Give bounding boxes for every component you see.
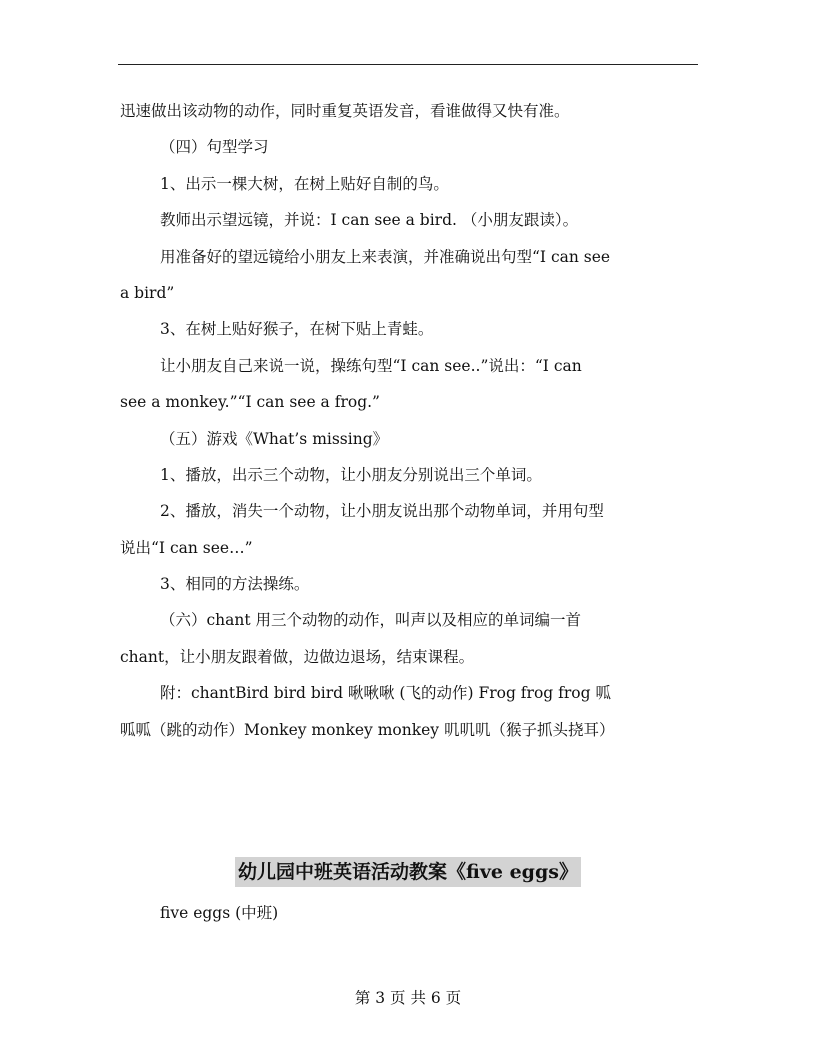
paragraph-line: 说出“I can see…” bbox=[120, 538, 253, 557]
paragraph-line: a bird” bbox=[120, 283, 175, 302]
paragraph-line: 3、在树上贴好猴子，在树下贴上青蛙。 bbox=[160, 320, 434, 339]
paragraph-line: 呱呱（跳的动作）Monkey monkey monkey 叽叽叽（猴子抓头挠耳） bbox=[120, 720, 615, 739]
paragraph-line: see a monkey.”“I can see a frog.” bbox=[120, 393, 380, 412]
paragraph-line: 附：chantBird bird bird 啾啾啾 (飞的动作) Frog frog frog 呱 bbox=[160, 684, 611, 703]
lesson-title bbox=[0, 857, 816, 887]
paragraph-line: 2、播放，消失一个动物，让小朋友说出那个动物单词，并用句型 bbox=[160, 502, 604, 521]
header-rule bbox=[118, 64, 698, 65]
paragraph-line: 用准备好的望远镜给小朋友上来表演，并准确说出句型“I can see bbox=[160, 247, 611, 266]
lesson-title-text: 幼儿园中班英语活动教案《five eggs》 bbox=[235, 857, 581, 887]
lesson-subtitle: five eggs (中班) bbox=[160, 904, 279, 922]
paragraph-line: chant，让小朋友跟着做，边做边退场，结束课程。 bbox=[120, 647, 475, 666]
paragraph-line: 教师出示望远镜，并说：I can see a bird. （小朋友跟读）。 bbox=[160, 211, 579, 230]
section-heading-five: （五）游戏《What’s missing》 bbox=[160, 429, 389, 448]
section-heading-four: （四）句型学习 bbox=[160, 138, 269, 157]
paragraph-line: 3、相同的方法操练。 bbox=[160, 575, 310, 594]
paragraph-line: 迅速做出该动物的动作，同时重复英语发音，看谁做得又快有准。 bbox=[120, 102, 570, 120]
section-heading-six: （六）chant 用三个动物的动作，叫声以及相应的单词编一首 bbox=[160, 611, 582, 630]
paragraph-line: 让小朋友自己来说一说，操练句型“I can see..”说出：“I can bbox=[160, 356, 582, 375]
paragraph-line: 1、播放，出示三个动物，让小朋友分别说出三个单词。 bbox=[160, 465, 542, 484]
page-footer: 第 3 页 共 6 页 bbox=[354, 989, 462, 1007]
paragraph-line: 1、出示一棵大树，在树上贴好自制的鸟。 bbox=[160, 174, 449, 193]
body-text bbox=[120, 93, 705, 748]
